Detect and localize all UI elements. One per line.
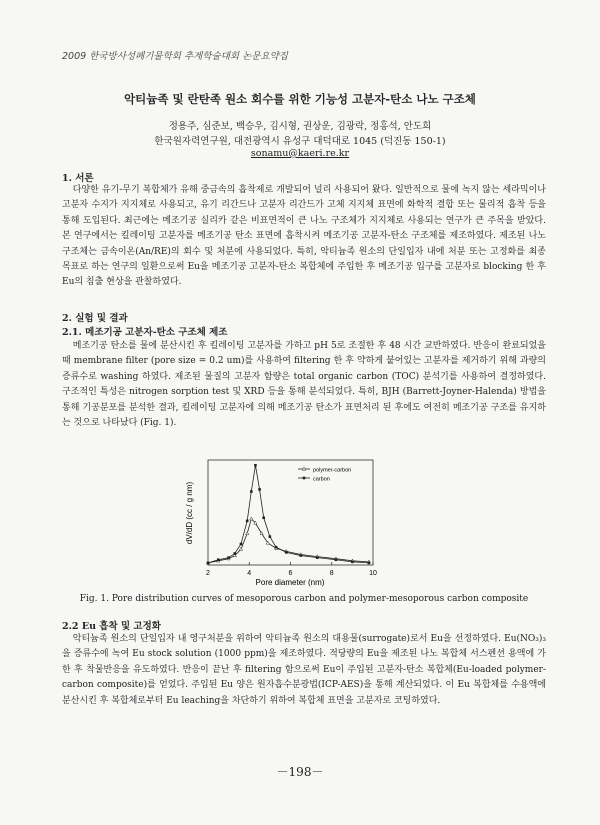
data-point-carbon: [335, 558, 338, 561]
data-point-carbon: [368, 562, 371, 565]
data-point-polymer-carbon: [246, 532, 249, 535]
data-point-carbon: [227, 556, 230, 559]
section-2-2-body: [62, 632, 546, 709]
data-point-carbon: [254, 464, 257, 467]
legend-label: carbon: [313, 476, 330, 483]
figure-caption: Fig. 1. Pore distribution curves of mesoporous carbon and polymer-mesoporous carbon composite: [79, 594, 529, 604]
data-point-carbon: [269, 535, 272, 538]
plot-frame: [208, 460, 373, 565]
legend-marker: [303, 477, 306, 480]
affiliation: 한국원자력연구원, 대전광역시 유성구 대덕대로 1045 (덕진동 150-1): [154, 136, 446, 147]
data-point-carbon: [300, 554, 303, 557]
x-tick-label: 4: [247, 570, 252, 577]
contact-email[interactable]: sonamu@kaeri.re.kr: [250, 148, 350, 159]
data-point-carbon: [285, 551, 288, 554]
data-point-carbon: [275, 546, 278, 549]
section-2-heading: 2. 실험 및 결과: [62, 313, 128, 324]
data-point-carbon: [246, 520, 249, 523]
data-point-carbon: [250, 490, 253, 493]
data-point-carbon: [240, 543, 243, 546]
data-point-carbon: [207, 562, 210, 565]
author-list: 정용주, 심준보, 백승우, 김시형, 권상운, 김광락, 정홍석, 안도희: [168, 121, 432, 132]
x-tick-label: 6: [288, 570, 293, 577]
data-point-polymer-carbon: [239, 547, 242, 550]
section-1-heading: 1. 서론: [62, 173, 94, 184]
legend-label: polymer-carbon: [313, 467, 352, 474]
data-point-carbon: [351, 561, 354, 564]
x-axis-label: Pore diameter (nm): [255, 578, 325, 587]
section-1-body: [62, 183, 546, 291]
data-point-carbon: [217, 558, 220, 561]
series-line-polymer-carbon: [208, 519, 369, 563]
data-point-carbon: [258, 488, 261, 491]
section-2-1-body: [62, 339, 546, 431]
data-point-polymer-carbon: [250, 517, 253, 520]
page-number: －198－: [276, 765, 324, 779]
subsection-2-2-heading: 2.2 Eu 흡착 및 고정화: [62, 621, 161, 632]
x-tick-label: 8: [329, 570, 334, 577]
data-point-carbon: [234, 552, 237, 555]
data-point-carbon: [316, 556, 319, 559]
subsection-2-1-heading: 2.1. 메조기공 고분자-탄소 구조체 제조: [62, 327, 228, 338]
section-2-1-text: 메조기공 탄소를 물에 분산시킨 후 킬레이팅 고분자를 가하고 pH 5로 조절한 후 48 시간 교반하였다. 반응이 완료되었을 때 membrane filter (pore size = 0.2 um)를 사용하여 filtering 한 후 약하게 붙어있는 고분자를 제거하기 위해 과량의 증류수로 washing 하였다. 제조된 물질의 고분자 함량은 total organic carbon (TOC) 분석기를 사용하여 결정하였다. 구조적인 특성은 nitrogen sorption test 및 XRD 등을 통해 분석되었다. 특히, BJH (Barrett-Joyner-Halenda) 방법을 통해 기공분포를 분석한 결과, 킬레이팅 고분자에 의해 메조기공 탄소가 표면처리 된 후에도 여전히 메조기공 구조를 유지하는 것으로 나타났다 (Fig. 1).: [62, 341, 546, 429]
series-line-carbon: [208, 465, 369, 563]
section-2-2-text: 악티늄족 원소의 단일입자 내 영구처분을 위하여 악티늄족 원소의 대용물(surrogate)로서 Eu을 선정하였다. Eu(NO₃)₃을 증류수에 녹여 Eu stock solution (1000 ppm)을 제조하였다. 적당량의 Eu을 제조된 나노 복합체 서스펜션 용액에 가한 후 착물반응을 유도하였다. 반응이 끝난 후 filtering 함으로써 Eu이 주입된 고분자-탄소 복합체(Eu-loaded polymer-carbon composite)를 얻었다. 주입된 Eu 양은 원자흡수분광법(ICP-AES)을 통해 계산되었다. 이 Eu 복합체를 수용액에 분산시킨 후 복합체로부터 Eu leaching을 차단하기 위하여 복합체 표면을 고분자로 코팅하였다.: [62, 634, 546, 706]
y-axis-label: dV/dD (cc / g nm): [185, 481, 194, 545]
data-point-carbon: [262, 516, 265, 519]
x-tick-label: 10: [369, 570, 377, 577]
x-tick-label: 2: [206, 570, 210, 577]
paper-title: 악티늄족 및 란탄족 원소 회수를 위한 기능성 고분자-탄소 나노 구조체: [124, 92, 476, 106]
section-1-text: 다양한 유기-무기 복합체가 유해 중금속의 흡착제로 개발되어 널리 사용되어 왔다. 일반적으로 물에 녹지 않는 세라믹이나 고분자 수지가 지지체로 사용되고, 유기 리간드나 고분자 리간드가 고체 지지체 표면에 화학적 결합 또는 물리적 흡착 등을 통해 도입된다. 최근에는 메조기공 실리카 같은 비표면적이 큰 나노 구조체가 지지체로 사용되는 연구가 큰 주목을 받았다. 본 연구에서는 킬레이팅 고분자를 메조기공 탄소 표면에 흡착시켜 메조기공 고분자-탄소 구조체를 제조하였다. 제조된 나노 구조체는 금속이온(An/RE)의 회수 및 처분에 사용되었다. 특히, 악티늄족 원소의 단일입자 내에 처분 또는 고정화를 최종 목표로 하는 연구의 일환으로써 Eu을 메조기공 고분자-탄소 복합체에 주입한 후 메조기공 입구를 고분자로 blocking 한 후 Eu의 침출 현상을 관찰하였다.: [62, 185, 546, 288]
pore-distribution-chart: [180, 455, 390, 590]
proceedings-header: 2009 한국방사성폐기물학회 추계학술대회 논문요약집: [62, 51, 288, 62]
